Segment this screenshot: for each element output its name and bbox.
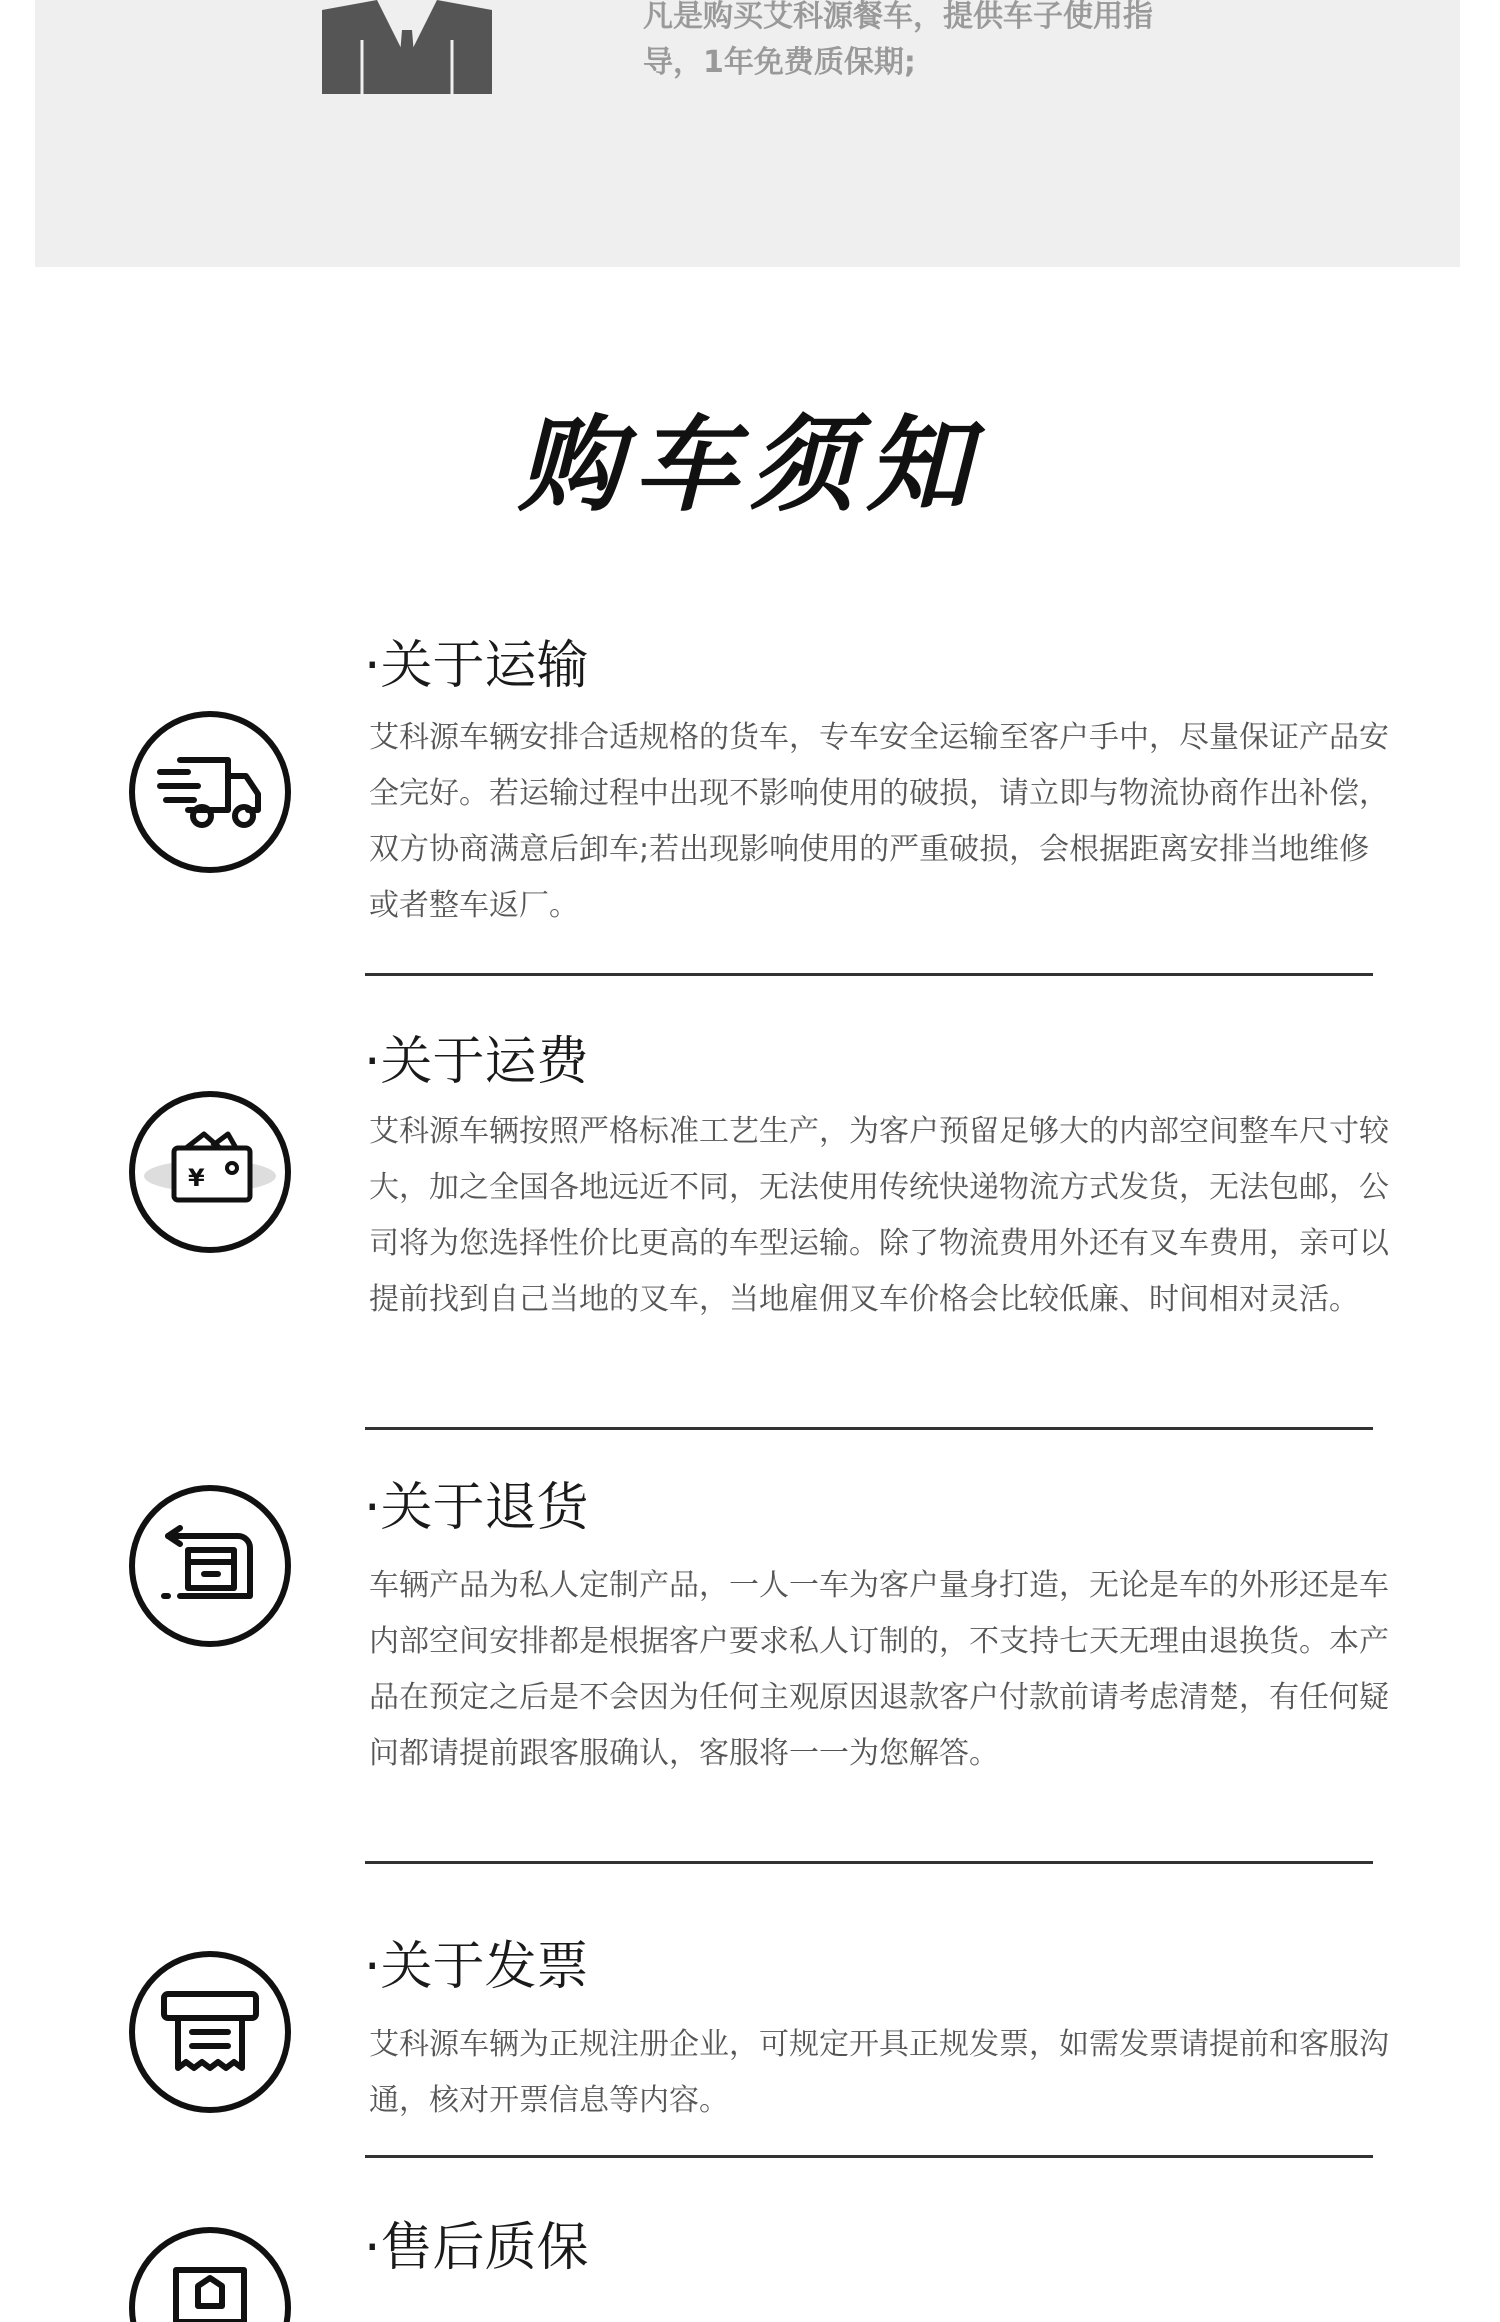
- notice-heading: ·关于运输: [364, 636, 589, 696]
- top-banner: [35, 0, 1460, 267]
- person-icon: [322, 0, 492, 94]
- divider: [365, 1427, 1373, 1430]
- divider: [365, 1861, 1373, 1864]
- notice-body: 车辆产品为私人定制产品，一人一车为客户量身打造，无论是车的外形还是车内部空间安排都是根据客户要求私人订制的，不支持七天无理由退换货。本产品在预定之后是不会因为任何主观原因退款客户付款前请考虑清楚，有任何疑问都请提前跟客服确认，客服将一一为您解答。: [369, 1568, 1389, 1771]
- divider: [365, 973, 1373, 976]
- notice-body: 艾科源车辆安排合适规格的货车，专车安全运输至客户手中，尽量保证产品安全完好。若运输过程中出现不影响使用的破损，请立即与物流协商作出补偿，双方协商满意后卸车;若出现影响使用的严重破损，会根据距离安排当地维修或者整车返厂。: [369, 720, 1389, 923]
- notice-heading: ·关于运费: [364, 1032, 589, 1092]
- divider: [365, 2155, 1373, 2158]
- section-title: 购车须知: [517, 404, 982, 526]
- wallet-icon: [128, 1090, 292, 1254]
- top-description: 凡是购买艾科源餐车，提供车子使用指导，1年免费质保期;: [643, 0, 1153, 80]
- warranty-icon: [128, 2226, 292, 2322]
- notice-body: 艾科源车辆按照严格标准工艺生产，为客户预留足够大的内部空间整车尺寸较大，加之全国各地远近不同，无法使用传统快递物流方式发货，无法包邮，公司将为您选择性价比更高的车型运输。除了物流费用外还有叉车费用，亲可以提前找到自己当地的叉车，当地雇佣叉车价格会比较低廉、时间相对灵活。: [369, 1114, 1389, 1317]
- invoice-icon: [128, 1950, 292, 2114]
- return-box-icon: [128, 1484, 292, 1648]
- truck-icon: [128, 710, 292, 874]
- notice-body: 艾科源车辆为正规注册企业，可规定开具正规发票，如需发票请提前和客服沟通，核对开票信息等内容。: [369, 2027, 1389, 2118]
- svg-text:¥: ¥: [188, 1164, 205, 1192]
- notice-heading: ·售后质保: [364, 2218, 589, 2278]
- notice-heading: ·关于发票: [364, 1937, 589, 1997]
- notice-heading: ·关于退货: [364, 1478, 589, 1538]
